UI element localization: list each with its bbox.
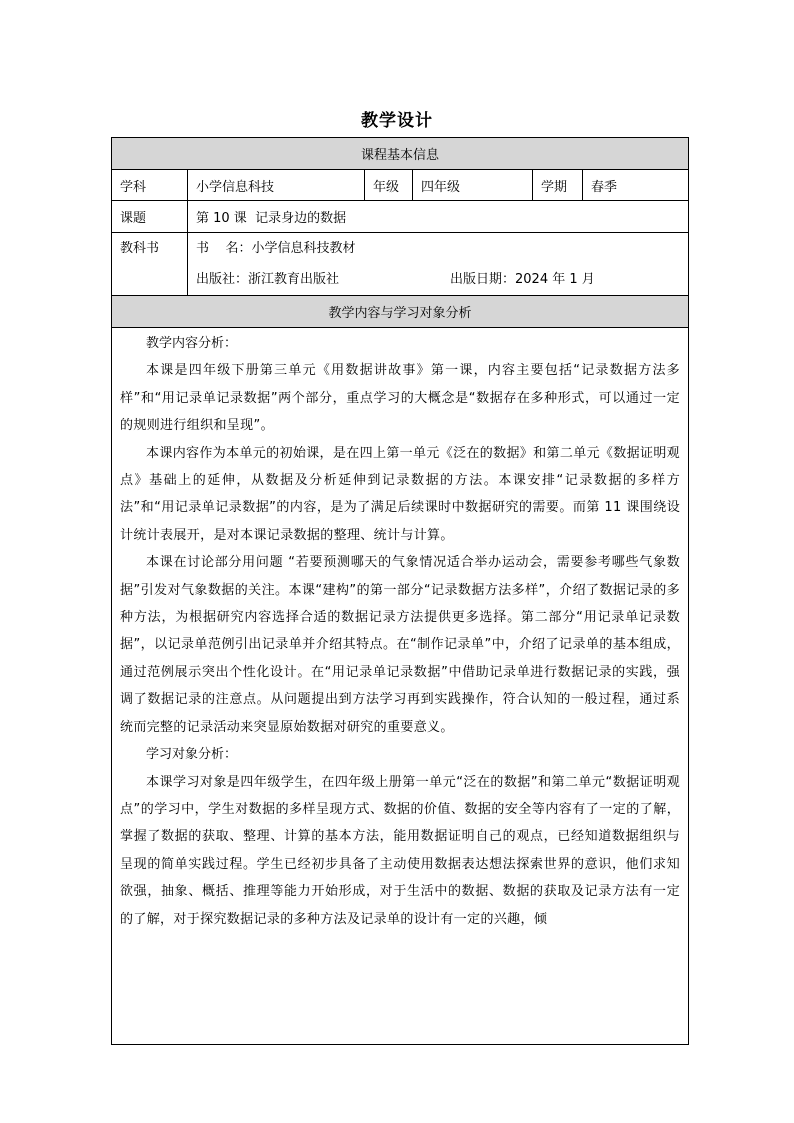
publisher-row (188, 264, 688, 295)
section-header-basic-info: 课程基本信息 (112, 138, 689, 170)
content-paragraph-1: 本课是四年级下册第三单元《用数据讲故事》第一课，内容主要包括“记录数据方法多样”和“用记录单记录数据”两个部分，重点学习的大概念是“数据存在多种形式，可以通过一定的规则进行组织和呈现”。 (120, 363, 681, 434)
learner-analysis-heading: 学习对象分析： (146, 747, 238, 763)
learner-paragraph: 本课学习对象是四年级学生，在四年级上册第一单元“泛在的数据”和第二单元“数据证明观点”的学习中，学生对数据的多样呈现方式、数据的价值、数据的安全等内容有了一定的了解，掌握了数据的获取、整理、计算的基本方法，能用数据证明自己的观点，已经知道数据组织与呈现的简单实践过程。学生已经初步具备了主动使用数据表达想法探索世界的意识，他们求知欲强，抽象、概括、推理等能力开始形成，对于生活中的数据、数据的获取及记录方法有一定的了解，对于探究数据记录的多种方法及记录单的设计有一定的兴趣，倾 (120, 774, 681, 927)
publisher: 出版社：浙江教育出版社 (196, 272, 340, 287)
content-paragraph-3: 本课在讨论部分用问题 “若要预测哪天的气象情况适合举办运动会，需要参考哪些气象数据”引发对气象数据的关注。本课“建构”的第一部分“记录数据方法多样”，介绍了数据记录的多种方法，为根据研究内容选择合适的数据记录方法提供更多选择。第二部分“用记录单记录数据”，以记录单范例引出记录单并介绍其特点。在“制作记录单”中，介绍了记录单的基本组成，通过范例展示突出个性化设计。在“用记录单记录数据”中借助记录单进行数据记录的实践，强调了数据记录的注意点。从问题提出到方法学习再到实践操作，符合认知的一般过程，通过系统而完整的记录活动来突显原始数据对研究的重要意义。 (120, 555, 681, 735)
publication-date: 出版日期：2024 年 1 月 (450, 272, 595, 287)
textbook-label: 教科书 (120, 241, 160, 256)
term-value: 春季 (583, 170, 689, 201)
content-analysis-heading: 教学内容分析： (146, 336, 238, 351)
section-header-analysis: 教学内容与学习对象分析 (112, 296, 689, 328)
term-label: 学期 (533, 170, 583, 201)
document-title: 教学设计 (361, 111, 433, 131)
content-paragraph-2: 本课内容作为本单元的初始课，是在四上第一单元《泛在的数据》和第二单元《数据证明观点》基础上的延伸，从数据及分析延伸到记录数据的方法。本课安排“记录数据的多样方法”和“用记录单记录数据”的内容，是为了满足后续课时中数据研究的需要。而第 11 课围绕设计统计表展开，是对本课记录数据的整理、统计与计算。 (120, 445, 681, 543)
grade-value: 四年级 (413, 170, 533, 201)
lesson-value: 第 10 课 记录身边的数据 (188, 201, 689, 233)
analysis-body (112, 328, 689, 1045)
lesson-label: 课题 (112, 201, 188, 233)
book-name: 书 名：小学信息科技教材 (196, 241, 356, 256)
lesson-info-table (111, 137, 689, 1045)
subject-label: 学科 (112, 170, 188, 201)
grade-label: 年级 (365, 170, 413, 201)
subject-value: 小学信息科技 (188, 170, 365, 201)
